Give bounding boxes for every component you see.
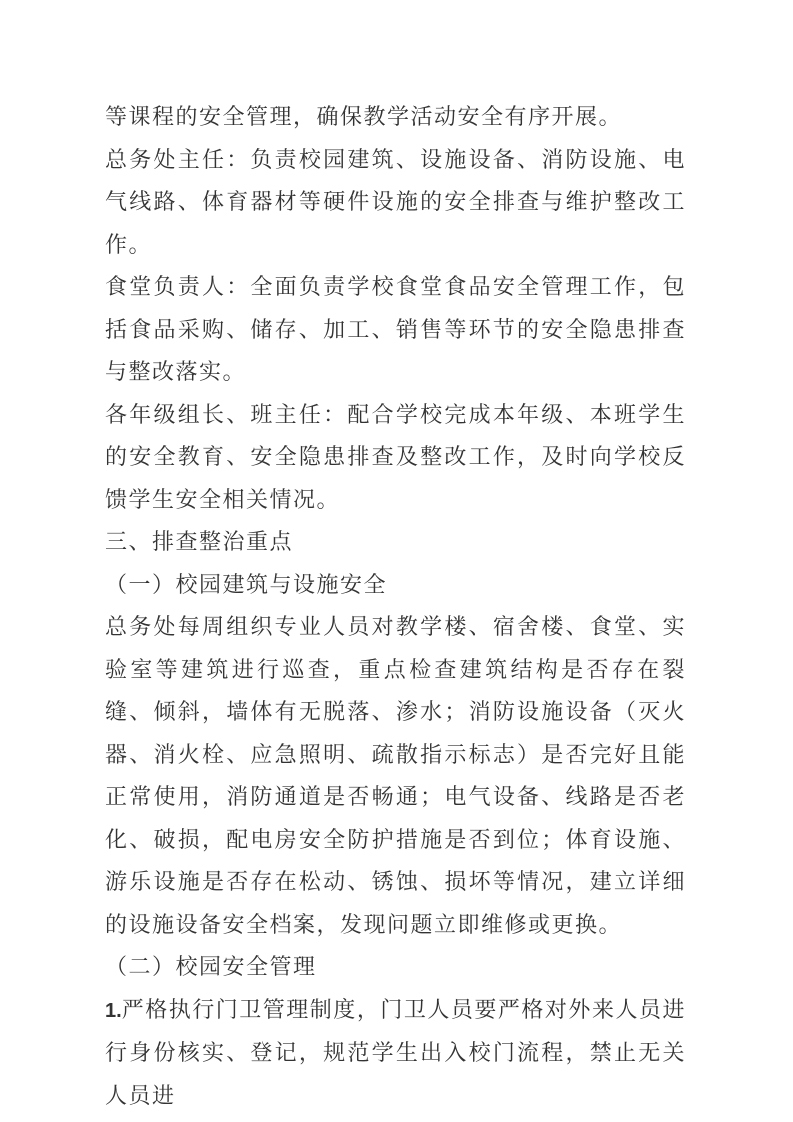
heading-section-three: 三、排查整治重点 [105,529,294,554]
list-number: 1. [105,999,122,1022]
heading-subsection-one: （一）校园建筑与设施安全 [105,571,388,597]
paragraph-canteen-manager: 食堂负责人：全面负责学校食堂食品安全管理工作，包括食品采购、储存、加工、销售等环节的安全隐患排查与整改落实。 [105,274,686,384]
paragraph-course-safety: 等课程的安全管理，确保教学活动安全有序开展。 [105,104,623,129]
paragraph-general-affairs-director: 总务处主任：负责校园建筑、设施设备、消防设施、电气线路、体育器材等硬件设施的安全排查与维护整改工作。 [105,146,686,257]
paragraph-gate-management [105,989,686,1118]
paragraph-grade-leaders: 各年级组长、班主任：配合学校完成本年级、本班学生的安全教育、安全隐患排查及整改工作，及时向学校反馈学生安全相关情况。 [105,401,686,512]
heading-subsection-two: （二）校园安全管理 [105,954,317,979]
paragraph-building-facility-inspection: 总务处每周组织专业人员对教学楼、宿舍楼、食堂、实验室等建筑进行巡查，重点检查建筑结构是否存在裂缝、倾斜，墙体有无脱落、渗水；消防设施设备（灭火器、消火栓、应急照明、疏散指示标志）是否完好且能正常使用，消防通道是否畅通；电气设备、线路是否老化、破损，配电房安全防护措施是否到位；体育设施、游乐设施是否存在松动、锈蚀、损坏等情况，建立详细的设施设备安全档案，发现问题立即维修或更换。 [105,614,686,937]
paragraph-text: 严格执行门卫管理制度，门卫人员要严格对外来人员进行身份核实、登记，规范学生出入校门流程，禁止无关人员进 [105,996,686,1108]
